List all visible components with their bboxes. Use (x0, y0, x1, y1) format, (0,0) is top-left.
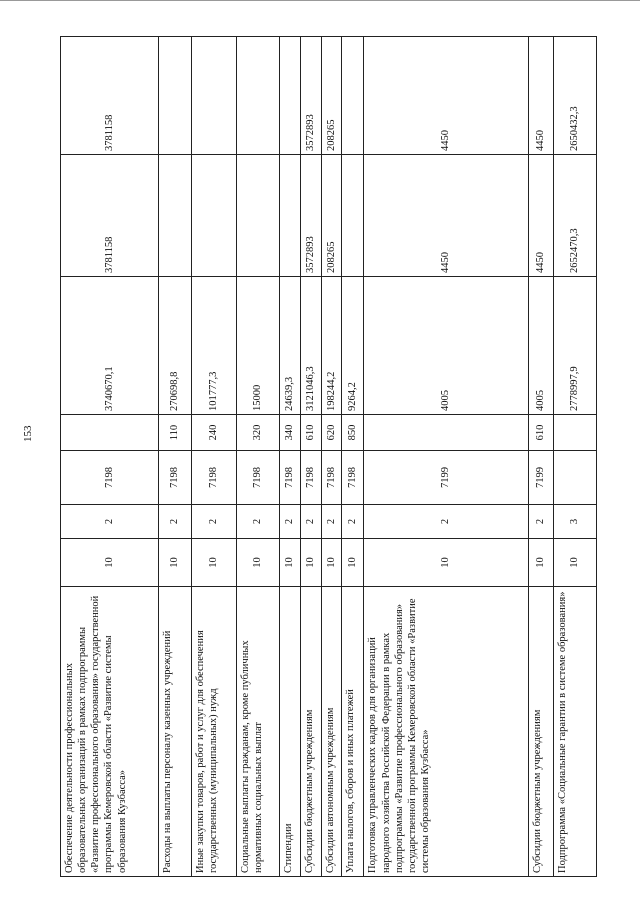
amount-year1-cell: 15000 (236, 277, 279, 415)
table-row (342, 37, 364, 877)
section-code-cell: 10 (300, 539, 321, 587)
amount-year1-cell: 9264,2 (342, 277, 364, 415)
amount-year1-cell: 24639,3 (279, 277, 300, 415)
table-row (61, 37, 159, 877)
amount-year1-cell: 4005 (364, 277, 528, 415)
target-article-cell: 7198 (321, 451, 342, 505)
target-article-cell: 7198 (159, 451, 191, 505)
amount-year1-cell: 198244,2 (321, 277, 342, 415)
section-code-cell: 10 (321, 539, 342, 587)
subsection-code-cell: 2 (61, 505, 159, 539)
amount-year3-cell (279, 37, 300, 155)
table-row (300, 37, 321, 877)
row-name-cell: Подпрограмма «Социальные гарантии в системе образования» (554, 587, 597, 877)
amount-year2-cell (236, 155, 279, 277)
row-name-cell: Субсидии бюджетным учреждениям (528, 587, 553, 877)
section-code-cell: 10 (61, 539, 159, 587)
amount-year3-cell (236, 37, 279, 155)
amount-year3-cell: 2650432,3 (554, 37, 597, 155)
row-name-cell: Обеспечение деятельности профессиональных образовательных организаций в рамках подпрограммы «Развитие профессионального образования» государственной программы Кемеровской области «Развитие системы образования Кузбасса» (61, 587, 159, 877)
target-article-cell: 7198 (279, 451, 300, 505)
target-article-cell (554, 451, 597, 505)
amount-year1-cell: 3121046,3 (300, 277, 321, 415)
amount-year3-cell: 208265 (321, 37, 342, 155)
expense-type-cell: 110 (159, 415, 191, 451)
table-row (321, 37, 342, 877)
section-code-cell: 10 (554, 539, 597, 587)
budget-table-rotated (60, 37, 597, 877)
amount-year3-cell (191, 37, 236, 155)
subsection-code-cell: 2 (159, 505, 191, 539)
section-code-cell: 10 (342, 539, 364, 587)
amount-year3-cell: 4450 (528, 37, 553, 155)
amount-year1-cell: 270698,8 (159, 277, 191, 415)
table-row (364, 37, 528, 877)
table-row (279, 37, 300, 877)
subsection-code-cell: 3 (554, 505, 597, 539)
expense-type-cell (61, 415, 159, 451)
amount-year2-cell (191, 155, 236, 277)
expense-type-cell (364, 415, 528, 451)
target-article-cell: 7198 (342, 451, 364, 505)
row-name-cell: Иные закупки товаров, работ и услуг для обеспечения государственных (муниципальных) нужд (191, 587, 236, 877)
amount-year3-cell: 3572893 (300, 37, 321, 155)
row-name-cell: Субсидии автономным учреждениям (321, 587, 342, 877)
amount-year3-cell (159, 37, 191, 155)
amount-year3-cell (342, 37, 364, 155)
amount-year1-cell: 101777,3 (191, 277, 236, 415)
expense-type-cell: 610 (300, 415, 321, 451)
expense-type-cell (554, 415, 597, 451)
subsection-code-cell: 2 (364, 505, 528, 539)
amount-year3-cell: 4450 (364, 37, 528, 155)
amount-year2-cell (279, 155, 300, 277)
section-code-cell: 10 (236, 539, 279, 587)
section-code-cell: 10 (528, 539, 553, 587)
amount-year2-cell: 2652470,3 (554, 155, 597, 277)
budget-table (60, 36, 597, 877)
scan-edge-line (0, 0, 640, 1)
subsection-code-cell: 2 (528, 505, 553, 539)
target-article-cell: 7199 (364, 451, 528, 505)
amount-year2-cell: 4450 (364, 155, 528, 277)
subsection-code-cell: 2 (279, 505, 300, 539)
target-article-cell: 7198 (191, 451, 236, 505)
section-code-cell: 10 (279, 539, 300, 587)
section-code-cell: 10 (159, 539, 191, 587)
subsection-code-cell: 2 (342, 505, 364, 539)
amount-year1-cell: 3740670,1 (61, 277, 159, 415)
table-row (159, 37, 191, 877)
row-name-cell: Субсидии бюджетным учреждениям (300, 587, 321, 877)
amount-year2-cell (159, 155, 191, 277)
amount-year1-cell: 2778997,9 (554, 277, 597, 415)
target-article-cell: 7198 (61, 451, 159, 505)
table-row (236, 37, 279, 877)
row-name-cell: Подготовка управленческих кадров для организаций народного хозяйства Российской Федерации в рамках подпрограммы «Развитие профессионального образования» государственной программы Кемеровской области «Развитие системы образования Кузбасса» (364, 587, 528, 877)
expense-type-cell: 610 (528, 415, 553, 451)
amount-year1-cell: 4005 (528, 277, 553, 415)
target-article-cell: 7198 (236, 451, 279, 505)
row-name-cell: Уплата налогов, сборов и иных платежей (342, 587, 364, 877)
subsection-code-cell: 2 (236, 505, 279, 539)
amount-year2-cell: 4450 (528, 155, 553, 277)
amount-year2-cell (342, 155, 364, 277)
expense-type-cell: 850 (342, 415, 364, 451)
table-row (191, 37, 236, 877)
page-number: 153 (22, 425, 34, 442)
amount-year3-cell: 3781158 (61, 37, 159, 155)
expense-type-cell: 320 (236, 415, 279, 451)
row-name-cell: Социальные выплаты гражданам, кроме публичных нормативных социальных выплат (236, 587, 279, 877)
amount-year2-cell: 3781158 (61, 155, 159, 277)
expense-type-cell: 340 (279, 415, 300, 451)
subsection-code-cell: 2 (321, 505, 342, 539)
target-article-cell: 7199 (528, 451, 553, 505)
section-code-cell: 10 (191, 539, 236, 587)
subsection-code-cell: 2 (191, 505, 236, 539)
row-name-cell: Расходы на выплаты персоналу казенных учреждений (159, 587, 191, 877)
section-code-cell: 10 (364, 539, 528, 587)
amount-year2-cell: 208265 (321, 155, 342, 277)
table-row (554, 37, 597, 877)
subsection-code-cell: 2 (300, 505, 321, 539)
amount-year2-cell: 3572893 (300, 155, 321, 277)
row-name-cell: Стипендии (279, 587, 300, 877)
table-row (528, 37, 553, 877)
expense-type-cell: 620 (321, 415, 342, 451)
target-article-cell: 7198 (300, 451, 321, 505)
expense-type-cell: 240 (191, 415, 236, 451)
